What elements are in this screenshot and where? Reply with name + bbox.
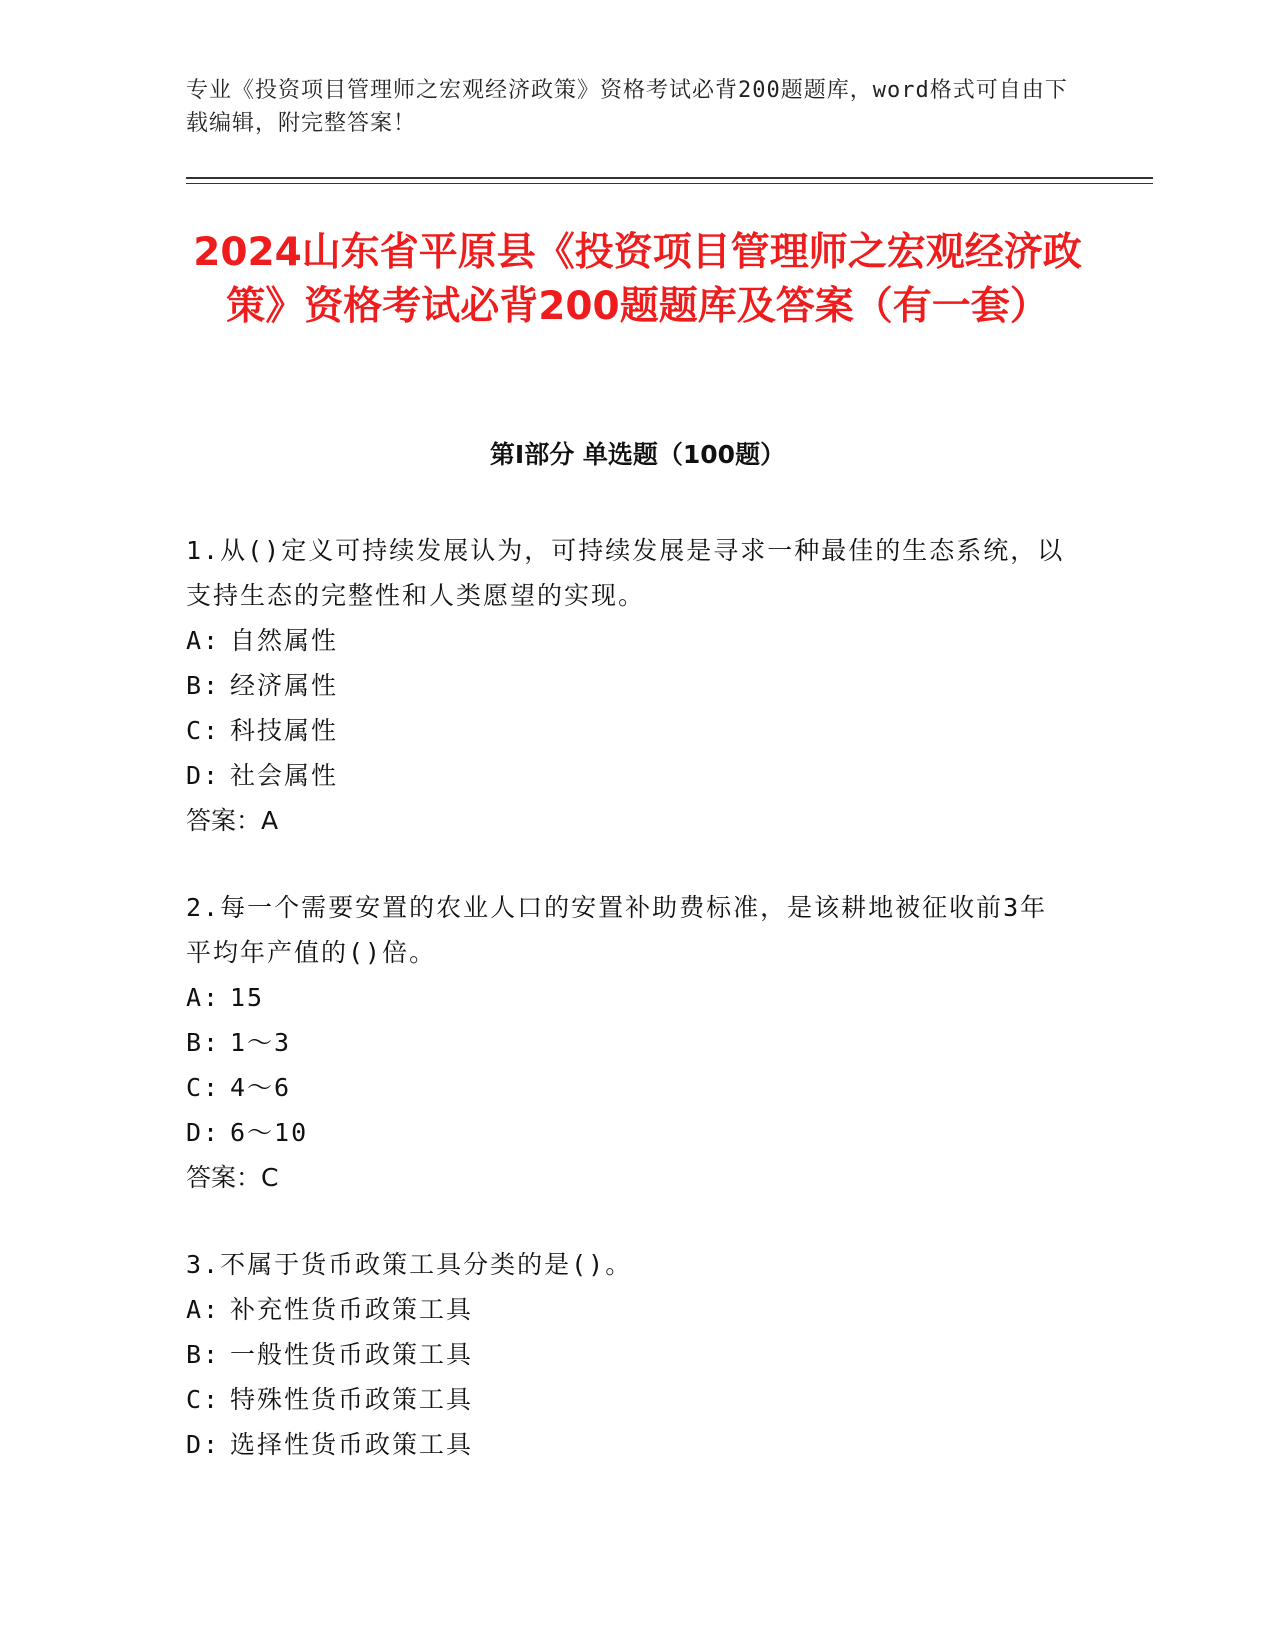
option-b: [186, 1332, 1066, 1377]
header-rule-thin: [186, 183, 1153, 184]
question-3: [186, 1242, 1066, 1467]
option-text: 15: [230, 983, 265, 1012]
option-text: 补充性货币政策工具: [230, 1295, 474, 1324]
option-text: 经济属性: [230, 671, 339, 700]
option-a: [186, 618, 1066, 663]
option-b: [186, 1020, 1066, 1065]
option-key: C:: [186, 1385, 221, 1414]
section-title: 第Ⅰ部分 单选题（100题）: [489, 440, 786, 469]
option-a: [186, 975, 1066, 1020]
option-key: C:: [186, 716, 221, 745]
option-d: [186, 1110, 1066, 1155]
option-text: 特殊性货币政策工具: [230, 1385, 474, 1414]
option-text: 自然属性: [230, 626, 339, 655]
option-d: [186, 1422, 1066, 1467]
option-key: B:: [186, 1028, 221, 1057]
question-stem: 3.不属于货币政策工具分类的是()。: [186, 1250, 633, 1279]
option-key: B:: [186, 671, 221, 700]
option-b: [186, 663, 1066, 708]
question-answer: 答案：A: [186, 806, 279, 835]
option-d: [186, 753, 1066, 798]
option-c: [186, 1377, 1066, 1422]
option-key: A:: [186, 626, 221, 655]
question-list: [186, 528, 1066, 1509]
option-key: C:: [186, 1073, 221, 1102]
option-c: [186, 1065, 1066, 1110]
option-text: 科技属性: [230, 716, 339, 745]
option-a: [186, 1287, 1066, 1332]
question-stem: 1.从()定义可持续发展认为，可持续发展是寻求一种最佳的生态系统，以支持生态的完整性和人类愿望的实现。: [186, 536, 1065, 610]
option-text: 一般性货币政策工具: [230, 1340, 474, 1369]
option-text: 社会属性: [230, 761, 339, 790]
option-c: [186, 708, 1066, 753]
question-1: [186, 528, 1066, 843]
option-key: A:: [186, 983, 221, 1012]
option-text: 1～3: [230, 1028, 292, 1057]
option-text: 6～10: [230, 1118, 309, 1147]
option-key: B:: [186, 1340, 221, 1369]
question-2: [186, 885, 1066, 1200]
question-stem: 2.每一个需要安置的农业人口的安置补助费标准，是该耕地被征收前3年平均年产值的()倍。: [186, 893, 1048, 967]
option-key: D:: [186, 1430, 221, 1459]
question-answer: 答案：C: [186, 1163, 279, 1192]
option-key: D:: [186, 1118, 221, 1147]
option-text: 选择性货币政策工具: [230, 1430, 474, 1459]
option-text: 4～6: [230, 1073, 292, 1102]
header-note: 专业《投资项目管理师之宏观经济政策》资格考试必背200题题库，word格式可自由下载编辑，附完整答案！: [186, 78, 1068, 136]
option-key: A:: [186, 1295, 221, 1324]
document-title: 2024山东省平原县《投资项目管理师之宏观经济政策》资格考试必背200题题库及答案（有一套）: [193, 230, 1082, 329]
header-rule-thick: [186, 177, 1153, 179]
option-key: D:: [186, 761, 221, 790]
